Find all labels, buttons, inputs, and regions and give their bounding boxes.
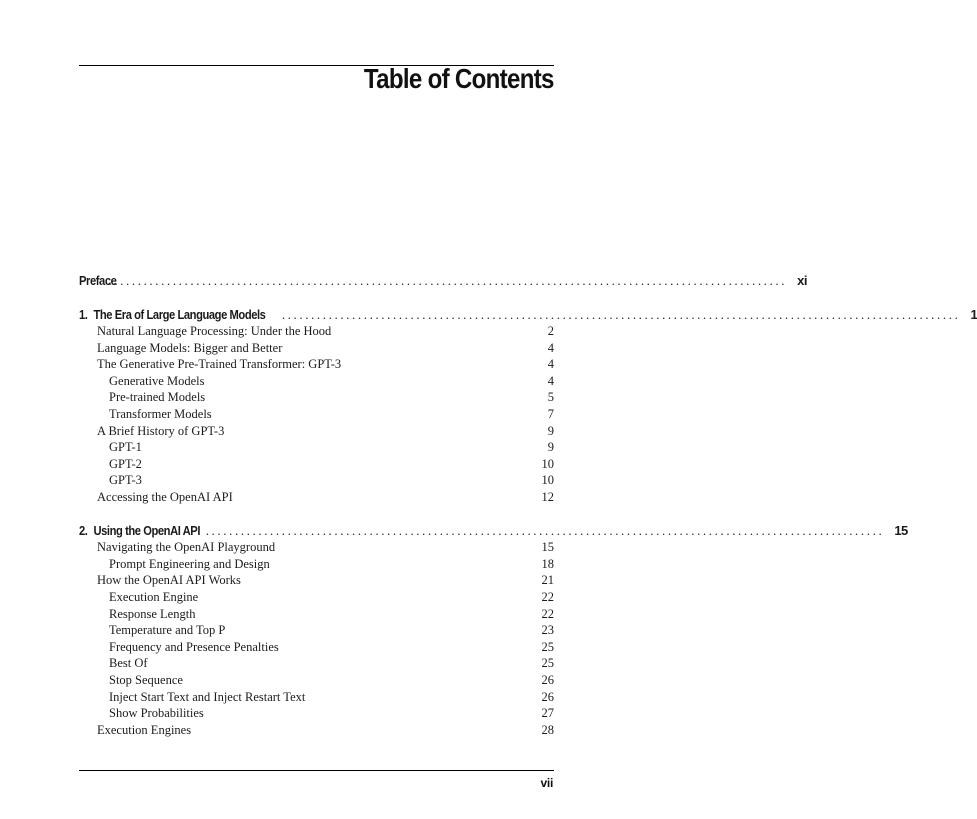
toc-entry[interactable] (79, 573, 554, 588)
toc-entry-label: Execution Engine (109, 590, 199, 604)
toc-entry-page: 26 (541, 690, 554, 704)
toc-subentry[interactable] (79, 656, 554, 671)
toc-entry-label: A Brief History of GPT-3 (97, 424, 225, 438)
toc-subentry[interactable] (79, 640, 554, 655)
toc-subentry[interactable] (79, 673, 554, 688)
toc-entry-page: 2 (547, 324, 554, 338)
toc-entry-label: Transformer Models (109, 407, 212, 421)
toc-entry-page: 28 (541, 723, 554, 737)
page-number: vii (540, 776, 553, 790)
toc-entry-page: 10 (541, 473, 554, 487)
toc-entry[interactable] (79, 540, 554, 555)
toc-preface-label: Preface (79, 273, 117, 288)
toc-entry-page: 26 (541, 673, 554, 687)
dot-leader: .................................................................................................................... (108, 273, 788, 288)
dot-leader: .................................................................................................................... (205, 523, 885, 538)
bottom-rule (79, 770, 554, 771)
toc-entry-label: Best Of (109, 656, 148, 670)
toc-subentry[interactable] (79, 390, 554, 405)
toc-entry-label: Frequency and Presence Penalties (109, 640, 279, 654)
toc-entry-label: Prompt Engineering and Design (109, 557, 270, 571)
toc-chapter-2[interactable] (79, 523, 908, 539)
toc-subentry[interactable] (79, 457, 554, 472)
toc-entry-page: 25 (541, 640, 554, 654)
toc-entry-label: Show Probabilities (109, 706, 204, 720)
chapter-page: 1 (970, 307, 977, 322)
toc-entry-label: Generative Models (109, 374, 205, 388)
toc-entry-label: Execution Engines (97, 723, 192, 737)
toc-entry-label: The Generative Pre-Trained Transformer: GPT-3 (97, 357, 342, 371)
toc-subentry[interactable] (79, 590, 554, 605)
toc-subentry[interactable] (79, 690, 554, 705)
toc-subentry[interactable] (79, 557, 554, 572)
toc-entry-label: Navigating the OpenAI Playground (97, 540, 276, 554)
chapter-title: The Era of Large Language Models (93, 307, 266, 322)
toc-chapter-1[interactable] (79, 307, 977, 323)
dot-leader: .................................................................................................................... (281, 307, 961, 322)
toc-entry-label: Stop Sequence (109, 673, 183, 687)
toc-subentry[interactable] (79, 473, 554, 488)
toc-entry-label: GPT-2 (109, 457, 142, 471)
toc-entry[interactable] (79, 324, 554, 339)
toc-entry[interactable] (79, 357, 554, 372)
toc-entry-page: 23 (541, 623, 554, 637)
toc-entry-label: Response Length (109, 607, 196, 621)
toc-entry-page: 22 (541, 590, 554, 604)
toc-entry-page: 7 (547, 407, 554, 421)
toc-entry-page: 27 (541, 706, 554, 720)
toc-entry-page: 9 (547, 440, 554, 454)
toc-entry-page: 25 (541, 656, 554, 670)
chapter-number: 1. (79, 307, 88, 322)
toc-preface-page: xi (797, 273, 807, 288)
chapter-number: 2. (79, 523, 88, 538)
chapter-page: 15 (894, 523, 908, 538)
toc-entry-page: 4 (547, 374, 554, 388)
toc-entry-label: Accessing the OpenAI API (97, 490, 233, 504)
toc-entry-label: Natural Language Processing: Under the Hood (97, 324, 332, 338)
toc-entry-label: Language Models: Bigger and Better (97, 341, 283, 355)
toc-entry-page: 10 (541, 457, 554, 471)
toc-entry-page: 21 (541, 573, 554, 587)
toc-subentry[interactable] (79, 706, 554, 721)
toc-entry-page: 15 (541, 540, 554, 554)
toc-entry[interactable] (79, 723, 554, 738)
toc-entry-label: GPT-3 (109, 473, 142, 487)
chapter-title: Using the OpenAI API (93, 523, 201, 538)
toc-entry-page: 4 (547, 357, 554, 371)
toc-subentry[interactable] (79, 407, 554, 422)
toc-entry-label: GPT-1 (109, 440, 142, 454)
toc-entry-page: 4 (547, 341, 554, 355)
toc-entry-page: 5 (547, 390, 554, 404)
toc-entry-label: Temperature and Top P (109, 623, 226, 637)
toc-subentry[interactable] (79, 607, 554, 622)
toc-subentry[interactable] (79, 374, 554, 389)
toc-entry-label: Inject Start Text and Inject Restart Text (109, 690, 306, 704)
toc-entry-page: 22 (541, 607, 554, 621)
toc-entry-label: How the OpenAI API Works (97, 573, 241, 587)
toc-entry[interactable] (79, 341, 554, 356)
toc-entry-label: Pre-trained Models (109, 390, 206, 404)
toc-preface[interactable] (79, 273, 807, 289)
toc-subentry[interactable] (79, 440, 554, 455)
toc-entry-page: 18 (541, 557, 554, 571)
toc-entry-page: 9 (547, 424, 554, 438)
toc-entry[interactable] (79, 424, 554, 439)
toc-subentry[interactable] (79, 623, 554, 638)
toc-entry-page: 12 (541, 490, 554, 504)
page-title: Table of Contents (364, 63, 554, 94)
toc-entry[interactable] (79, 490, 554, 505)
